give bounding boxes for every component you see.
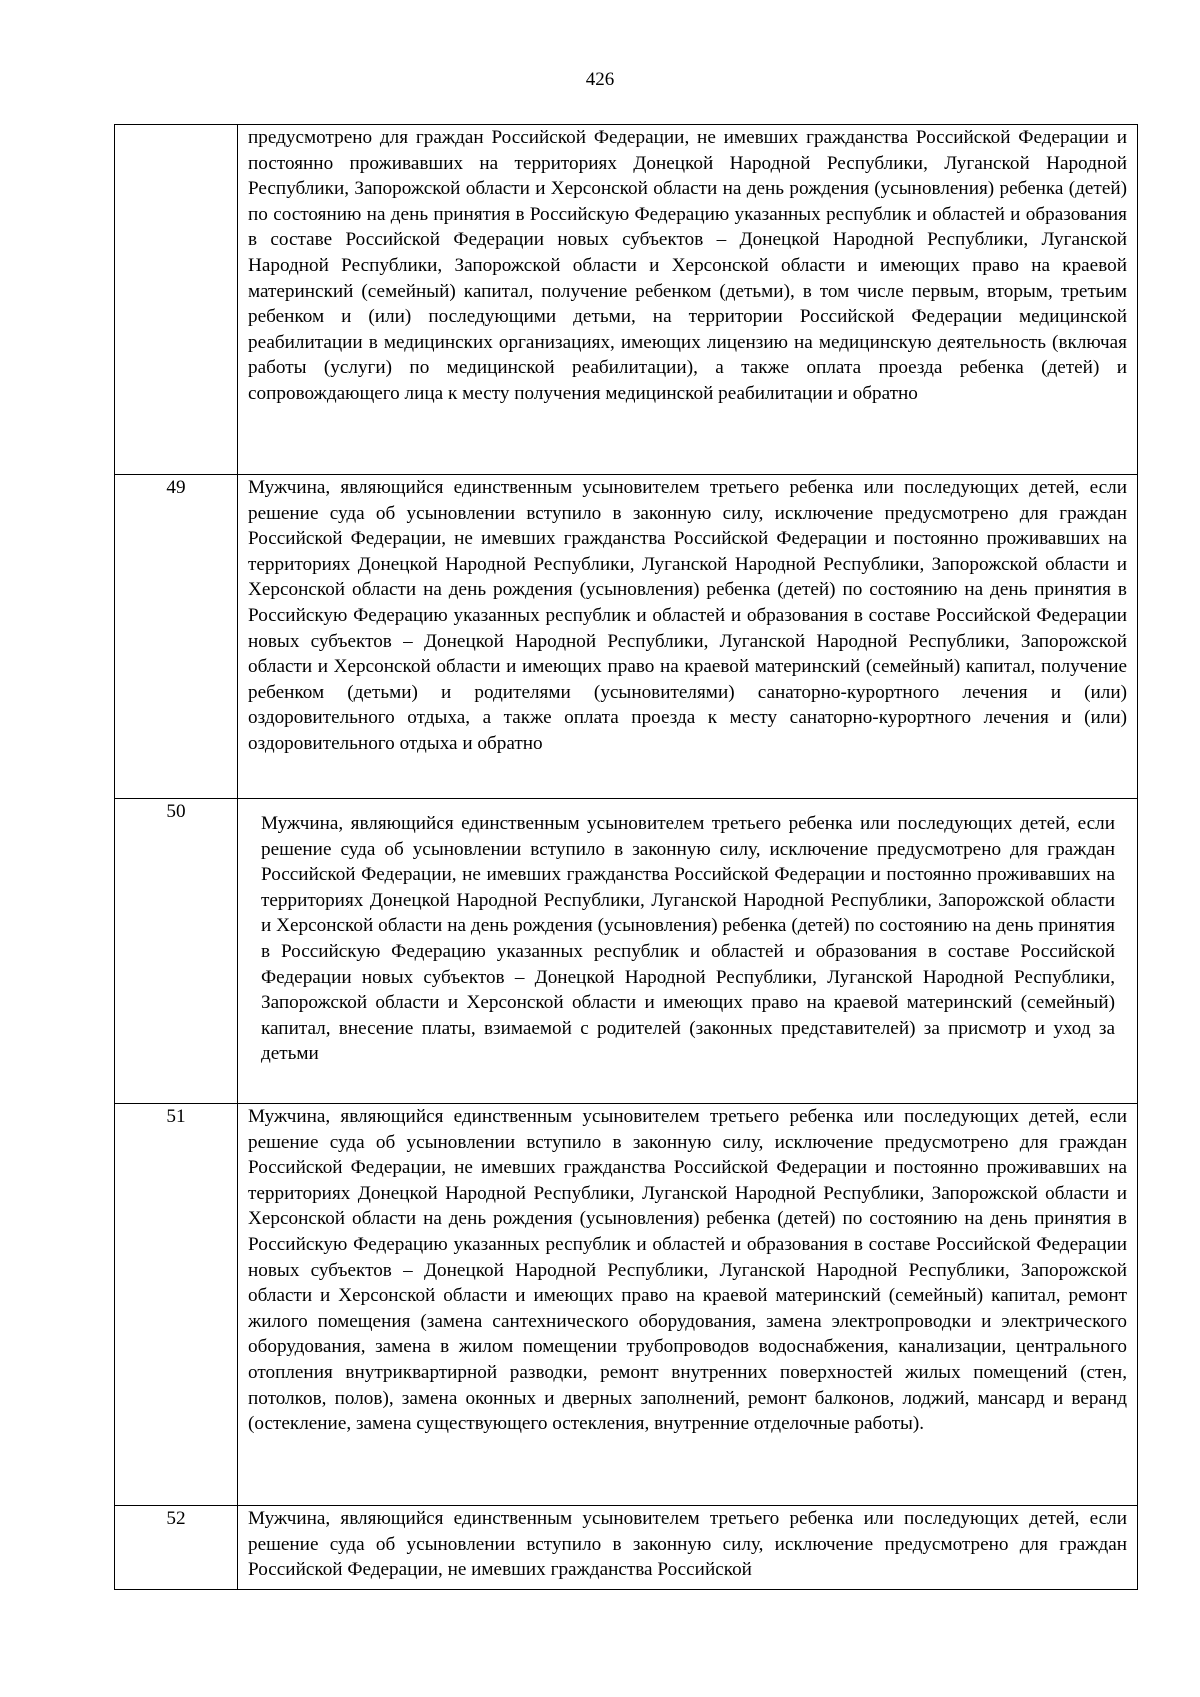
row-number: 51	[115, 1104, 238, 1506]
row-number	[115, 125, 238, 475]
row-text: Мужчина, являющийся единственным усыновителем третьего ребенка или последующих детей, если решение суда об усыновлении вступило в законную силу, исключение предусмотрено для граждан Российской Федерации, не имевших гражданства Российской Федерации и постоянно проживавших на территориях Донецкой Народной Республики, Луганской Народной Республики, Запорожской области и Херсонской области на день рождения (усыновления) ребенка (детей) по состоянию на день принятия в Российскую Федерацию указанных республик и областей и образования в составе Российской Федерации новых субъектов – Донецкой Народной Республики, Луганской Народной Республики, Запорожской области и Херсонской области и имеющих право на краевой материнский (семейный) капитал, внесение платы, взимаемой с родителей (законных представителей) за присмотр и уход за детьми	[261, 813, 1115, 1065]
document-table	[114, 124, 1138, 1590]
table-row	[115, 125, 1138, 475]
row-text-cell	[238, 475, 1138, 799]
row-text-cell	[238, 1506, 1138, 1590]
page-number: 426	[585, 69, 615, 90]
table-row	[115, 1104, 1138, 1506]
row-text: предусмотрено для граждан Российской Федерации, не имевших гражданства Российской Федерации и постоянно проживавших на территориях Донецкой Народной Республики, Луганской Народной Республики, Запорожской области и Херсонской области на день рождения (усыновления) ребенка (детей) по состоянию на день принятия в Российскую Федерацию указанных республик и областей и образования в составе Российской Федерации новых субъектов – Донецкой Народной Республики, Луганской Народной Республики, Запорожской области и Херсонской области и имеющих право на краевой материнский (семейный) капитал, получение ребенком (детьми), в том числе первым, вторым, третьим ребенком и (или) последующими детьми, на территории Российской Федерации медицинской реабилитации в медицинских организациях, имеющих лицензию на медицинскую деятельность (включая работы (услуги) по медицинской реабилитации), а также оплата проезда ребенка (детей) и сопровождающего лица к месту получения медицинской реабилитации и обратно	[248, 127, 1127, 404]
row-text: Мужчина, являющийся единственным усыновителем третьего ребенка или последующих детей, если решение суда об усыновлении вступило в законную силу, исключение предусмотрено для граждан Российской Федерации, не имевших гражданства Российской Федерации и постоянно проживавших на территориях Донецкой Народной Республики, Луганской Народной Республики, Запорожской области и Херсонской области на день рождения (усыновления) ребенка (детей) по состоянию на день принятия в Российскую Федерацию указанных республик и областей и образования в составе Российской Федерации новых субъектов – Донецкой Народной Республики, Луганской Народной Республики, Запорожской области и Херсонской области и имеющих право на краевой материнский (семейный) капитал, получение ребенком (детьми) и родителями (усыновителями) санаторно-курортного лечения и (или) оздоровительного отдыха, а также оплата проезда к месту санаторно-курортного лечения и (или) оздоровительного отдыха и обратно	[248, 477, 1127, 754]
table-row	[115, 475, 1138, 799]
row-text-cell	[238, 1104, 1138, 1506]
row-text: Мужчина, являющийся единственным усыновителем третьего ребенка или последующих детей, если решение суда об усыновлении вступило в законную силу, исключение предусмотрено для граждан Российской Федерации, не имевших гражданства Российской	[248, 1508, 1127, 1581]
row-number: 50	[115, 799, 238, 1104]
row-text-cell	[238, 799, 1138, 1104]
table-row	[115, 1506, 1138, 1590]
row-text-cell	[238, 125, 1138, 475]
row-number: 52	[115, 1506, 238, 1590]
row-number: 49	[115, 475, 238, 799]
table-row	[115, 799, 1138, 1104]
row-text: Мужчина, являющийся единственным усыновителем третьего ребенка или последующих детей, если решение суда об усыновлении вступило в законную силу, исключение предусмотрено для граждан Российской Федерации, не имевших гражданства Российской Федерации и постоянно проживавших на территориях Донецкой Народной Республики, Луганской Народной Республики, Запорожской области и Херсонской области на день рождения (усыновления) ребенка (детей) по состоянию на день принятия в Российскую Федерацию указанных республик и областей и образования в составе Российской Федерации новых субъектов – Донецкой Народной Республики, Луганской Народной Республики, Запорожской области и Херсонской области и имеющих право на краевой материнский (семейный) капитал, ремонт жилого помещения (замена сантехнического оборудования, замена электропроводки и электрического оборудования, замена в жилом помещении трубопроводов водоснабжения, канализации, центрального отопления внутриквартирной разводки, ремонт внутренних поверхностей жилых помещений (стен, потолков, полов), замена оконных и дверных заполнений, ремонт балконов, лоджий, мансард и веранд (остекление, замена существующего остекления, внутренние отделочные работы).	[248, 1106, 1127, 1435]
